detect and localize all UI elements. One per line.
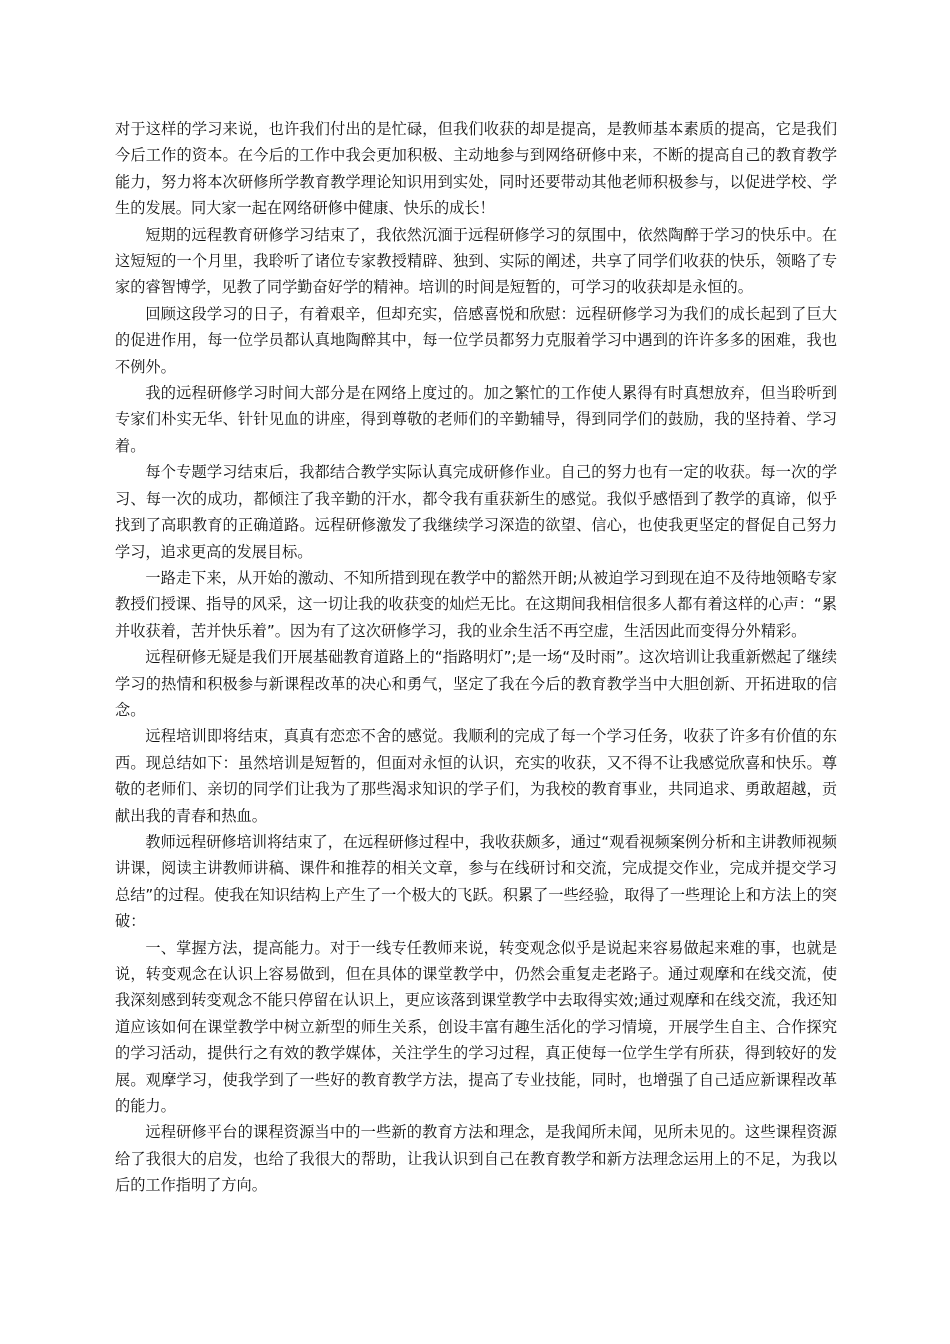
paragraph-4: 我的远程研修学习时间大部分是在网络上度过的。加之繁忙的工作使人累得有时真想放弃，但当聆听到专家们朴实无华、针针见血的讲座，得到尊敬的老师们的辛勤辅导，得到同学们的鼓励，我的坚持着、学习着。 [115,384,837,455]
paragraph-10: 一、掌握方法，提高能力。对于一线专任教师来说，转变观念似乎是说起来容易做起来难的事，也就是说，转变观念在认识上容易做到，但在具体的课堂教学中，仍然会重复走老路子。通过观摩和在线交流，使我深刻感到转变观念不能只停留在认识上，更应该落到课堂教学中去取得实效;通过观摩和在线交流，我还知道应该如何在课堂教学中树立新型的师生关系，创设丰富有趣生活化的学习情境，开展学生自主、合作探究的学习活动，提供行之有效的教学媒体，关注学生的学习过程，真正使每一位学生学有所获，得到较好的发展。观摩学习，使我学到了一些好的教育教学方法，提高了专业技能，同时，也增强了自己适应新课程改革的能力。 [115,938,837,1116]
paragraph-5: 每个专题学习结束后，我都结合教学实际认真完成研修作业。自己的努力也有一定的收获。每一次的学习、每一次的成功，都倾注了我辛勤的汗水，都令我有重获新生的感觉。我似乎感悟到了教学的真谛，似乎找到了高职教育的正确道路。远程研修激发了我继续学习深造的欲望、信心，也使我更坚定的督促自己努力学习，追求更高的发展目标。 [115,463,837,561]
paragraph-3: 回顾这段学习的日子，有着艰辛，但却充实，倍感喜悦和欣慰：远程研修学习为我们的成长起到了巨大的促进作用，每一位学员都认真地陶醉其中，每一位学员都努力克服着学习中遇到的许许多多的困难，我也不例外。 [115,304,837,376]
paragraph-9: 教师远程研修培训将结束了，在远程研修过程中，我收获颇多，通过“观看视频案例分析和主讲教师视频讲课，阅读主讲教师讲稿、课件和推荐的相关文章，参与在线研讨和交流，完成提交作业，完成并提交学习总结”的过程。使我在知识结构上产生了一个极大的飞跃。积累了一些经验，取得了一些理论上和方法上的突破： [115,832,837,931]
paragraph-2: 短期的远程教育研修学习结束了，我依然沉湎于远程研修学习的氛围中，依然陶醉于学习的快乐中。在这短短的一个月里，我聆听了诸位专家教授精辟、独到、实际的阐述，共享了同学们收获的快乐，领略了专家的睿智博学，见教了同学勤奋好学的精神。培训的时间是短暂的，可学习的收获却是永恒的。 [115,225,837,297]
paragraph-11: 远程研修平台的课程资源当中的一些新的教育方法和理念，是我闻所未闻，见所未见的。这些课程资源给了我很大的启发，也给了我很大的帮助，让我认识到自己在教育教学和新方法理念运用上的不足，为我以后的工作指明了方向。 [115,1123,837,1195]
paragraph-8: 远程培训即将结束，真真有恋恋不舍的感觉。我顺利的完成了每一个学习任务，收获了许多有价值的东西。现总结如下：虽然培训是短暂的，但面对永恒的认识，充实的收获，又不得不让我感觉欣喜和快乐。尊敬的老师们、亲切的同学们让我为了那些渴求知识的学子们，为我校的教育事业，共同追求、勇敢超越，贡献出我的青春和热血。 [115,727,837,825]
paragraph-7: 远程研修无疑是我们开展基础教育道路上的“指路明灯”;是一场“及时雨”。这次培训让我重新燃起了继续学习的热情和积极参与新课程改革的决心和勇气，坚定了我在今后的教育教学当中大胆创新、开拓进取的信念。 [115,648,837,719]
document-body [115,116,837,1199]
paragraph-6: 一路走下来，从开始的激动、不知所措到现在教学中的豁然开朗;从被迫学习到现在迫不及待地领略专家教授们授课、指导的风采，这一切让我的收获变的灿烂无比。在这期间我相信很多人都有着这样的心声：“累并收获着，苦并快乐着”。因为有了这次研修学习，我的业余生活不再空虚，生活因此而变得分外精彩。 [115,568,837,640]
paragraph-1: 对于这样的学习来说，也许我们付出的是忙碌，但我们收获的却是提高，是教师基本素质的提高，它是我们今后工作的资本。在今后的工作中我会更加积极、主动地参与到网络研修中来，不断的提高自己的教育教学能力，努力将本次研修所学教育教学理论知识用到实处，同时还要带动其他老师积极参与，以促进学校、学生的发展。同大家一起在网络研修中健康、快乐的成长！ [115,120,837,218]
